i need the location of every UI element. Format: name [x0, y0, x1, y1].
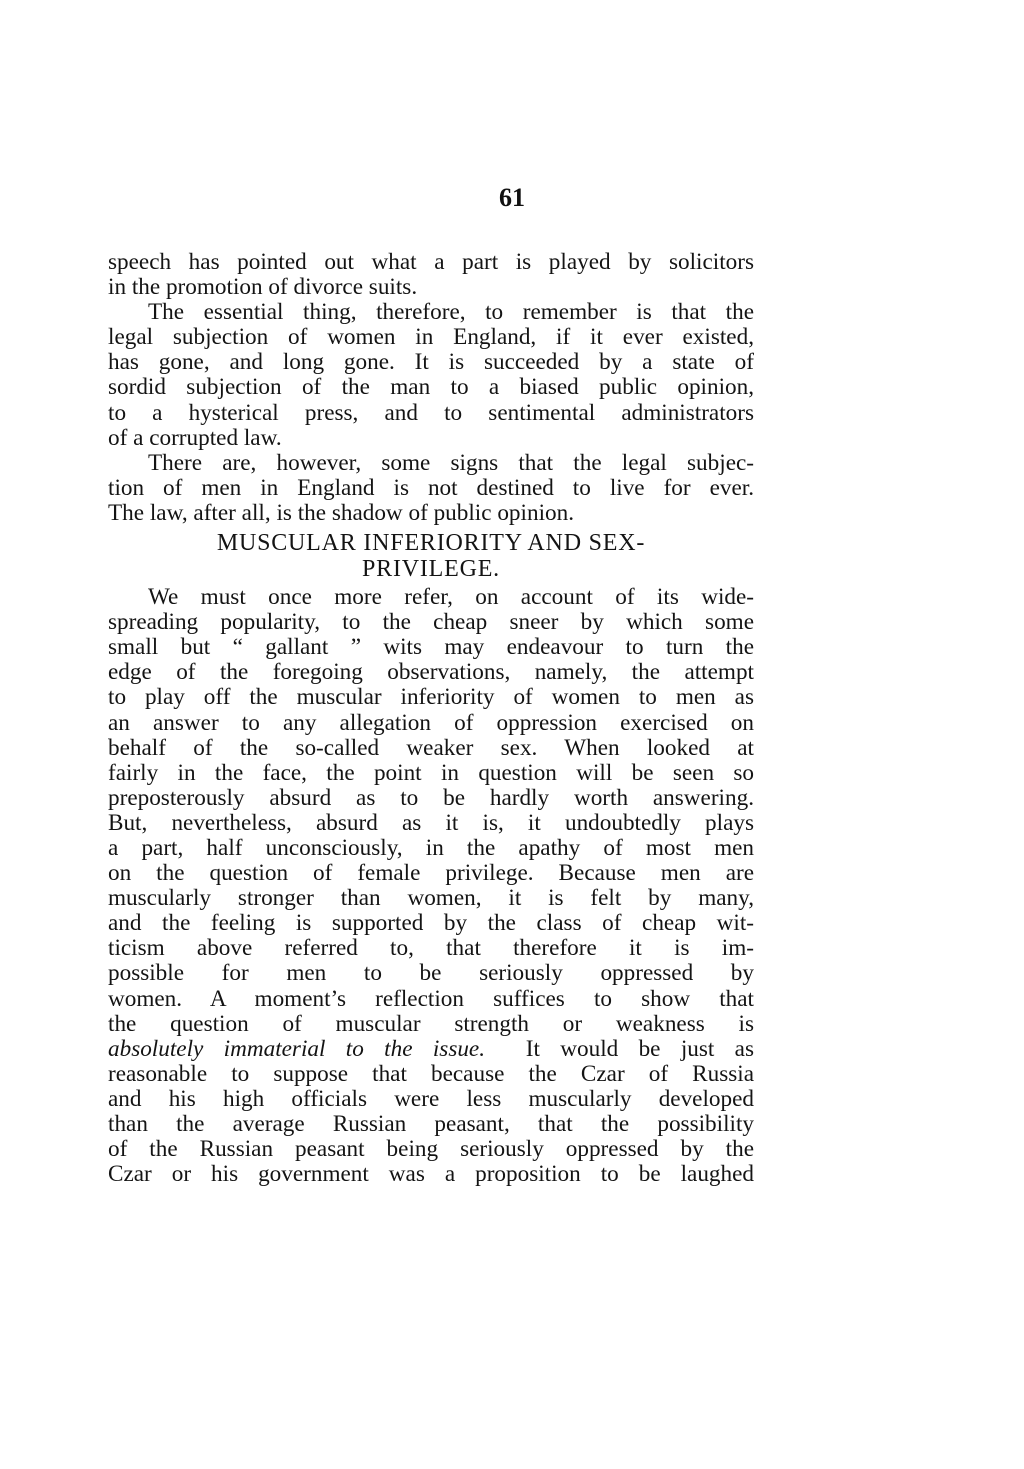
- text-line: There are, however, some signs that the legal subjec-: [148, 449, 754, 476]
- text-line-italic-emphasis: [108, 1037, 754, 1062]
- text-line: sordid subjection of the man to a biased public opinion,: [108, 374, 754, 401]
- page-number: 61: [499, 183, 525, 212]
- text-line: But, nevertheless, absurd as it is, it undoubtedly plays: [108, 809, 754, 836]
- paragraph-continuation: [108, 250, 754, 300]
- section-heading: [108, 531, 754, 582]
- text-line: speech has pointed out what a part is played by solicitors: [108, 249, 754, 275]
- text-line: the question of muscular strength or weakness is: [108, 1010, 754, 1037]
- paragraph: [108, 451, 754, 526]
- text-line: spreading popularity, to the cheap sneer by which some: [108, 609, 754, 636]
- text-line: muscularly stronger than women, it is felt by many,: [108, 885, 754, 912]
- italic-emphasis: absolutely immaterial to the issue.: [108, 1035, 486, 1062]
- text-line: tion of men in England is not destined to live for ever.: [108, 474, 754, 501]
- paragraph: [108, 585, 754, 1187]
- text-line: has gone, and long gone. It is succeeded by a state of: [108, 349, 754, 376]
- text-line: of a corrupted law.: [108, 424, 282, 451]
- heading-line: MUSCULAR INFERIORITY AND SEX-: [216, 530, 646, 557]
- text-line: than the average Russian peasant, that the possibility: [108, 1111, 754, 1137]
- text-line: We must once more refer, on account of its wide-: [148, 584, 754, 611]
- text-fragment: It would be just as: [485, 1035, 754, 1062]
- text-line: fairly in the face, the point in question will be seen so: [108, 759, 754, 786]
- text-line: to a hysterical press, and to sentimental administrators: [108, 399, 754, 426]
- text-line: to play off the muscular inferiority of women to men as: [108, 684, 754, 711]
- text-line: women. A moment’s reflection suffices to show that: [108, 985, 754, 1012]
- text-line: a part, half unconsciously, in the apathy of most men: [108, 834, 754, 861]
- text-line: edge of the foregoing observations, namely, the attempt: [108, 659, 754, 686]
- text-line: an answer to any allegation of oppression exercised on: [108, 709, 754, 736]
- text-line: preposterously absurd as to be hardly worth answering.: [108, 784, 754, 811]
- text-line: and his high officials were less muscularly developed: [108, 1085, 754, 1112]
- text-line: Czar or his government was a proposition to be laughed: [108, 1161, 754, 1188]
- heading-line: PRIVILEGE.: [362, 555, 500, 582]
- text-line: small but “ gallant ” wits may endeavour to turn the: [108, 634, 754, 661]
- text-line: possible for men to be seriously oppressed by: [108, 960, 754, 987]
- text-line: in the promotion of divorce suits.: [108, 274, 418, 301]
- text-line: on the question of female privilege. Because men are: [108, 860, 754, 887]
- text-line: of the Russian peasant being seriously oppressed by the: [108, 1136, 754, 1163]
- text-line: The essential thing, therefore, to remember is that the: [148, 299, 754, 326]
- text-line: The law, after all, is the shadow of public opinion.: [108, 499, 574, 526]
- text-line: and the feeling is supported by the class of cheap wit-: [108, 910, 754, 937]
- text-line: behalf of the so-called weaker sex. When looked at: [108, 734, 754, 761]
- page-body: [108, 250, 754, 1187]
- text-line: legal subjection of women in England, if it ever existed,: [108, 324, 754, 351]
- paragraph: [108, 300, 754, 451]
- text-line: reasonable to suppose that because the Czar of Russia: [108, 1060, 754, 1087]
- text-line: ticism above referred to, that therefore it is im-: [108, 935, 754, 962]
